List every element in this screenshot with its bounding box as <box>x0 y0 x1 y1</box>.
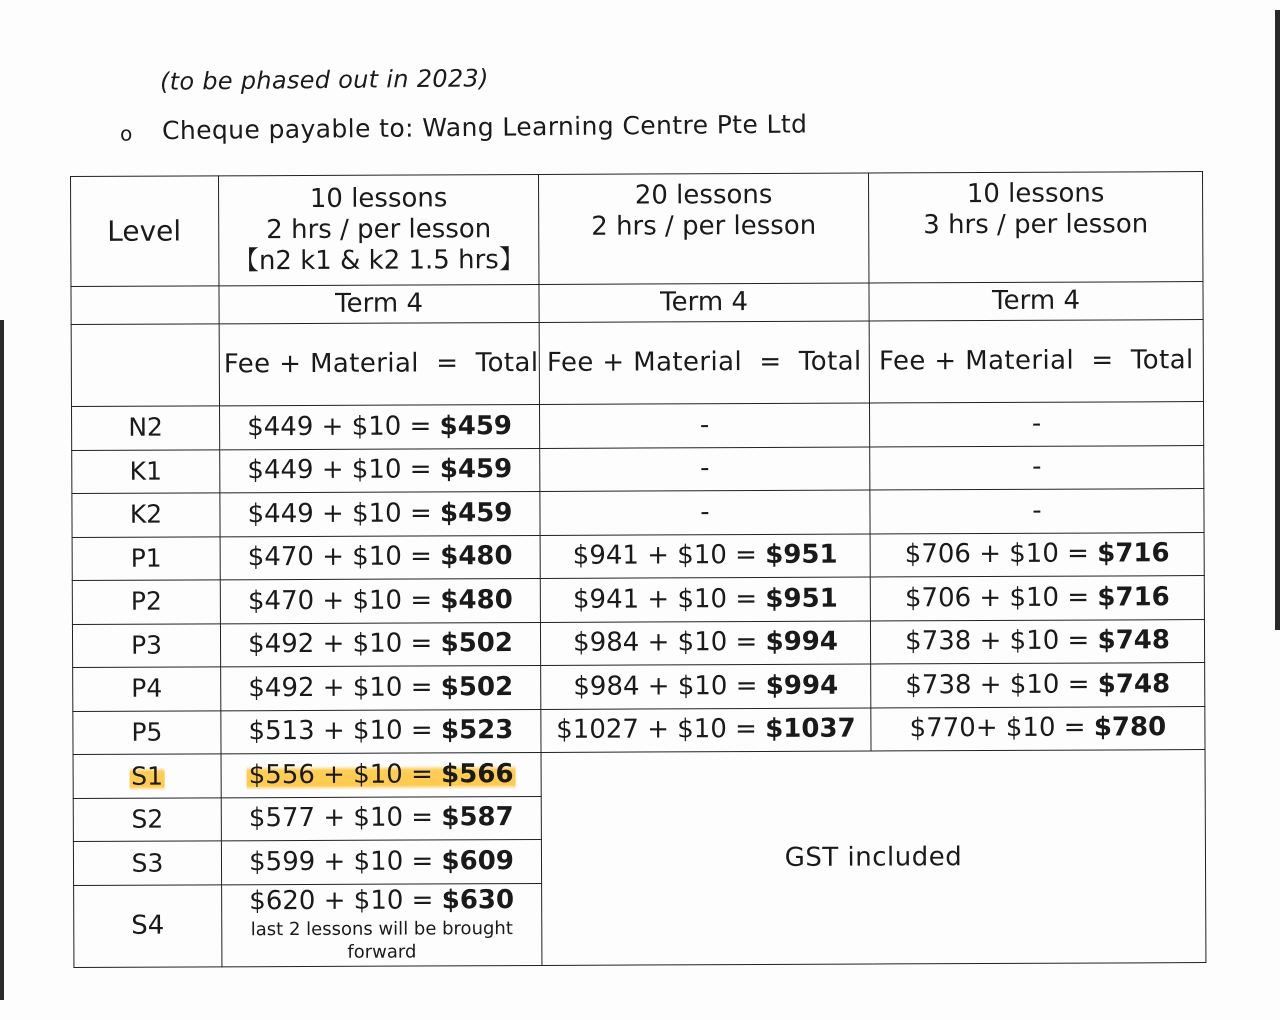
fee-calc: $449 + $10 = <box>247 498 441 530</box>
fee-cell <box>540 621 870 666</box>
phase-out-note: (to be phased out in 2023) <box>159 64 489 96</box>
fee-total: $716 <box>1097 582 1170 613</box>
fee-total: $716 <box>1097 538 1170 569</box>
fee-cell <box>221 753 541 798</box>
plan-a-note: 【n2 k1 & k2 1.5 hrs】 <box>232 245 525 277</box>
level-cell: P1 <box>72 537 220 581</box>
fee-total: $502 <box>440 671 514 703</box>
fee-cell <box>540 534 870 579</box>
fee-cell: - <box>540 403 870 448</box>
fee-calc: $599 + $10 = <box>249 846 442 878</box>
table-row <box>72 576 1204 624</box>
fee-total: $630 <box>441 885 515 916</box>
fee-cell: - <box>540 490 870 535</box>
level-cell: P3 <box>72 624 220 668</box>
plan-header-row <box>71 172 1203 287</box>
fee-calc: $738 + $10 = <box>905 669 1098 701</box>
fee-calc: $770+ $10 = <box>909 712 1094 744</box>
fee-calc: $1027 + $10 = <box>556 714 766 746</box>
level-highlight: S1 <box>131 761 164 791</box>
plan-header-a <box>219 174 539 285</box>
formula-b: Fee + Material = Total <box>539 321 869 404</box>
fee-cell <box>221 666 541 711</box>
fee-total: $523 <box>440 715 514 746</box>
fee-total: $951 <box>765 583 838 614</box>
fee-calc: $470 + $10 = <box>247 541 441 573</box>
fee-total: $994 <box>765 670 839 701</box>
fee-calc: $492 + $10 = <box>248 672 441 704</box>
fee-cell <box>221 840 541 885</box>
fee-calc: $738 + $10 = <box>905 625 1098 657</box>
fee-cell <box>871 663 1205 708</box>
fee-cell: - <box>870 489 1204 534</box>
fee-total: $951 <box>765 539 838 571</box>
term-b: Term 4 <box>539 283 869 322</box>
term-c: Term 4 <box>869 282 1203 321</box>
fee-cell <box>870 576 1204 621</box>
fee-calc: $470 + $10 = <box>247 585 441 617</box>
formula-c: Fee + Material = Total <box>869 320 1203 404</box>
fee-calc: $492 + $10 = <box>248 628 441 660</box>
table-row <box>72 532 1204 580</box>
table-row <box>72 619 1204 667</box>
bullet-circle-icon: o <box>119 121 133 146</box>
fee-cell <box>870 619 1204 664</box>
fee-total: $566 <box>441 758 514 790</box>
fee-total: $587 <box>441 802 514 833</box>
fee-cell: - <box>869 402 1203 447</box>
plan-b-lessons: 20 lessons <box>634 179 773 211</box>
fee-cell <box>220 535 540 580</box>
formula-row <box>71 320 1203 407</box>
plan-header-b <box>538 173 868 285</box>
fee-total: $480 <box>440 541 513 572</box>
level-cell: P5 <box>73 711 221 755</box>
table-row <box>73 663 1205 711</box>
fee-total: $459 <box>439 410 513 442</box>
level-cell: S2 <box>73 798 221 842</box>
fee-cell <box>221 709 541 754</box>
cheque-payable-line <box>120 108 808 145</box>
fee-cell <box>220 405 540 450</box>
plan-a-hours: 2 hrs / per lesson <box>266 214 492 246</box>
fee-total: $502 <box>440 628 514 659</box>
fee-total: $609 <box>441 846 514 877</box>
fee-table <box>70 171 1206 968</box>
fee-cell <box>221 796 541 841</box>
formula-level-blank <box>71 324 219 407</box>
fee-cell <box>220 622 540 667</box>
fee-cell <box>540 577 870 622</box>
level-cell: S3 <box>73 841 221 885</box>
fee-total: $748 <box>1097 625 1171 656</box>
fee-calc: $941 + $10 = <box>572 540 766 572</box>
level-cell: N2 <box>72 406 220 450</box>
fee-total: $780 <box>1093 712 1167 743</box>
level-cell: S4 <box>74 885 222 968</box>
fee-total: $748 <box>1097 669 1171 700</box>
plan-b-hours: 2 hrs / per lesson <box>591 210 817 242</box>
term-level-blank <box>71 286 219 325</box>
fee-total: $1037 <box>765 713 856 745</box>
fee-cell <box>541 708 871 753</box>
term-a: Term 4 <box>219 285 539 324</box>
fee-calc: $513 + $10 = <box>248 715 442 747</box>
fee-calc: $556 + $10 = <box>248 759 442 791</box>
table-row <box>73 706 1205 754</box>
table-row <box>72 402 1204 450</box>
plan-c-lessons: 10 lessons <box>966 178 1105 210</box>
level-cell: K2 <box>72 493 220 537</box>
fee-cell: - <box>870 445 1204 490</box>
fee-calc: $577 + $10 = <box>248 802 442 834</box>
scan-edge-right <box>1275 10 1280 630</box>
fee-total: $480 <box>440 584 513 616</box>
fee-calc: $620 + $10 = <box>249 885 442 917</box>
fee-calc: $449 + $10 = <box>247 454 440 486</box>
s4-carry-forward-note: last 2 lessons will be brought forward <box>250 917 513 963</box>
fee-calc: $449 + $10 = <box>247 411 440 443</box>
plan-a-lessons: 10 lessons <box>309 183 448 214</box>
fee-cell <box>541 664 871 709</box>
fee-cell <box>220 492 540 537</box>
plan-c-hours: 3 hrs / per lesson <box>923 209 1149 241</box>
fee-calc: $706 + $10 = <box>904 582 1098 614</box>
fee-total: $994 <box>765 627 839 658</box>
fee-total: $459 <box>439 454 513 485</box>
fee-cell <box>871 706 1205 751</box>
level-cell: P2 <box>72 580 220 624</box>
level-header: Level <box>71 176 219 287</box>
fee-cell: - <box>540 447 870 492</box>
table-row <box>72 445 1204 493</box>
table-row <box>72 489 1204 537</box>
level-cell: K1 <box>72 449 220 493</box>
fee-calc: $984 + $10 = <box>573 627 766 659</box>
formula-a: Fee + Material = Total <box>219 323 539 406</box>
term-row <box>71 282 1203 325</box>
level-cell: P4 <box>73 667 221 711</box>
table-row-highlighted <box>73 750 1205 798</box>
fee-calc: $941 + $10 = <box>572 583 766 615</box>
fee-calc: $706 + $10 = <box>904 538 1098 570</box>
fee-calc: $984 + $10 = <box>573 670 766 702</box>
fee-highlight <box>247 759 516 790</box>
gst-note: GST included <box>541 750 1206 966</box>
fee-cell <box>870 532 1204 577</box>
cheque-payable-text: Cheque payable to: Wang Learning Centre Pte Ltd <box>161 108 808 145</box>
level-cell <box>73 754 221 798</box>
scan-edge-left <box>0 320 4 1000</box>
fee-cell <box>220 579 540 624</box>
plan-header-c <box>868 172 1202 284</box>
fee-cell <box>222 883 542 967</box>
fee-total: $459 <box>439 497 513 529</box>
fee-cell <box>220 448 540 493</box>
